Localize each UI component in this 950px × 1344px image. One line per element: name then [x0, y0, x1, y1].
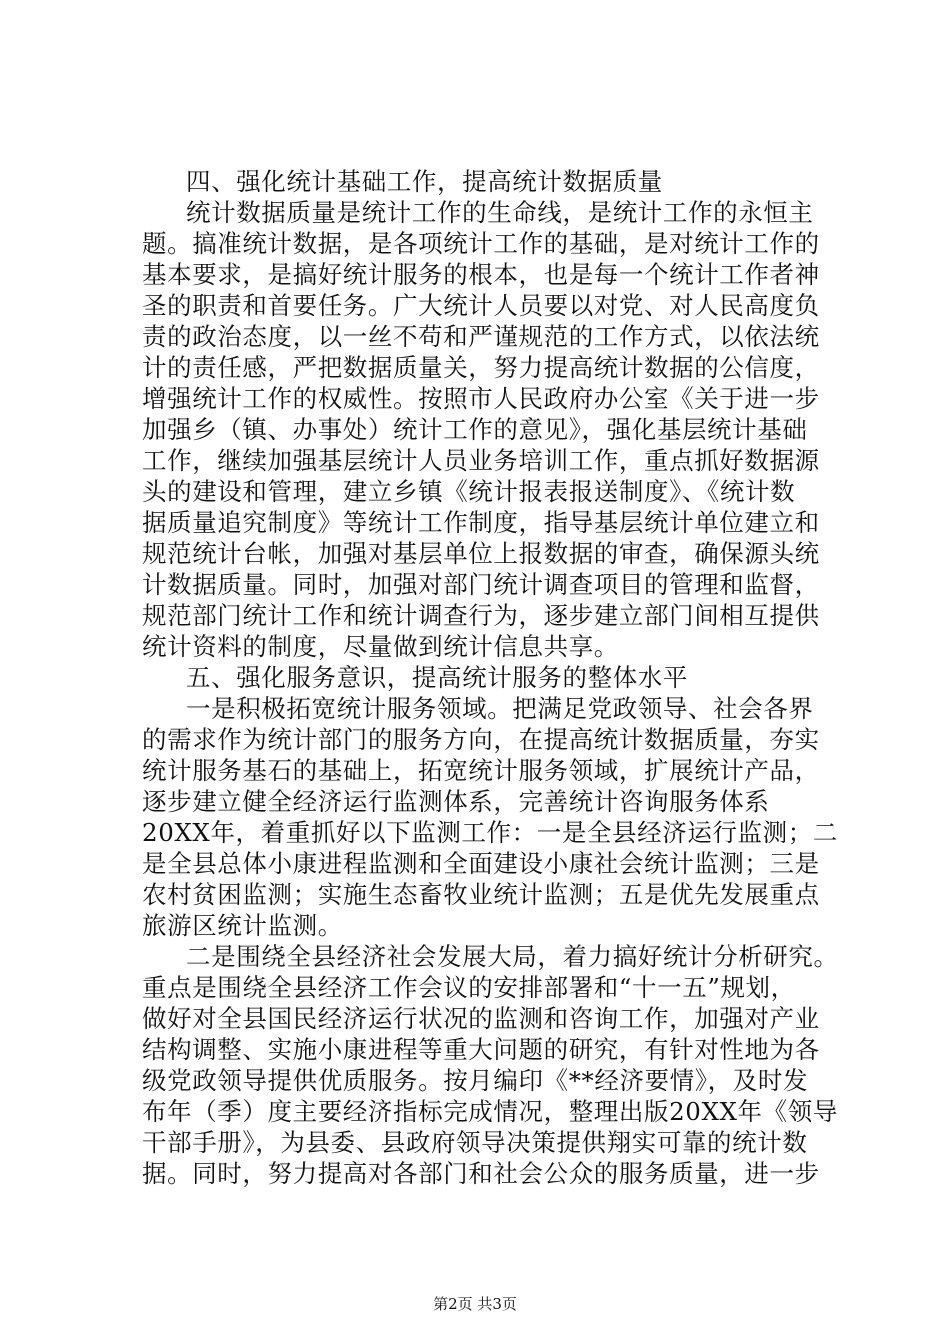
paragraph-line: 是全县总体小康进程监测和全面建设小康社会统计监测；三是: [142, 849, 820, 878]
paragraph-line: 头的建设和管理，建立乡镇《统计报表报送制度》、《统计数: [142, 477, 796, 506]
paragraph-line: 基本要求，是搞好统计服务的根本，也是每一个统计工作者神: [142, 260, 820, 289]
paragraph-line: 统计资料的制度，尽量做到统计信息共享。: [142, 632, 619, 661]
paragraph-line: 干部手册》，为县委、县政府领导决策提供翔实可靠的统计数: [142, 1128, 808, 1157]
document-body: [142, 166, 839, 1189]
section-heading-5: 五、强化服务意识，提高统计服务的整体水平: [186, 663, 688, 692]
paragraph-line: 规范部门统计工作和统计调查行为，逐步建立部门间相互提供: [142, 601, 820, 630]
paragraph-line: 一是积极拓宽统计服务领域。把满足党政领导、社会各界: [186, 694, 814, 723]
section-heading-4: 四、强化统计基础工作，提高统计数据质量: [186, 167, 663, 196]
page-number-footer: 第2页 共3页: [433, 1295, 517, 1313]
paragraph-line: 规范统计台帐，加强对基层单位上报数据的审查，确保源头统: [142, 539, 820, 568]
paragraph-line: 旅游区统计监测。: [142, 911, 343, 940]
paragraph-line: 据质量追究制度》等统计工作制度，指导基层统计单位建立和: [142, 508, 820, 537]
paragraph-line: 布年（季）度主要经济指标完成情况，整理出版20XX年《领导: [142, 1097, 838, 1126]
paragraph-line: 统计服务基石的基础上，拓宽统计服务领域，扩展统计产品，: [142, 756, 820, 785]
paragraph-line: 二是围绕全县经济社会发展大局，着力搞好统计分析研究。: [186, 942, 839, 971]
paragraph-line: 农村贫困监测；实施生态畜牧业统计监测；五是优先发展重点: [142, 880, 820, 909]
paragraph-line: 题。搞准统计数据，是各项统计工作的基础，是对统计工作的: [142, 229, 820, 258]
paragraph-line: 据。同时，努力提高对各部门和社会公众的服务质量，进一步: [142, 1159, 820, 1188]
paragraph-line: 责的政治态度，以一丝不苟和严谨规范的工作方式，以依法统: [142, 322, 820, 351]
paragraph-line: 的需求作为统计部门的服务方向，在提高统计数据质量，夯实: [142, 725, 820, 754]
paragraph-line: 加强乡（镇、办事处）统计工作的意见》，强化基层统计基础: [142, 415, 808, 444]
paragraph-line: 计数据质量。同时，加强对部门统计调查项目的管理和监督，: [142, 570, 820, 599]
paragraph-line: 统计数据质量是统计工作的生命线，是统计工作的永恒主: [186, 198, 814, 227]
paragraph-line: 做好对全县国民经济运行状况的监测和咨询工作，加强对产业: [142, 1004, 820, 1033]
paragraph-line: 重点是围绕全县经济工作会议的安排部署和“十一五”规划，: [142, 973, 796, 1002]
paragraph-line: 结构调整、实施小康进程等重大问题的研究，有针对性地为各: [142, 1035, 820, 1064]
paragraph-line: 逐步建立健全经济运行监测体系，完善统计咨询服务体系: [142, 787, 770, 816]
paragraph-line: 增强统计工作的权威性。按照市人民政府办公室《关于进一步: [142, 384, 820, 413]
paragraph-line: 圣的职责和首要任务。广大统计人员要以对党、对人民高度负: [142, 291, 820, 320]
paragraph-line: 计的责任感，严把数据质量关，努力提高统计数据的公信度，: [142, 353, 820, 382]
paragraph-line: 级党政领导提供优质服务。按月编印《**经济要情》，及时发: [142, 1066, 809, 1095]
paragraph-line: 工作，继续加强基层统计人员业务培训工作，重点抓好数据源: [142, 446, 820, 475]
paragraph-line: 20XX年，着重抓好以下监测工作：一是全县经济运行监测；二: [142, 818, 838, 847]
